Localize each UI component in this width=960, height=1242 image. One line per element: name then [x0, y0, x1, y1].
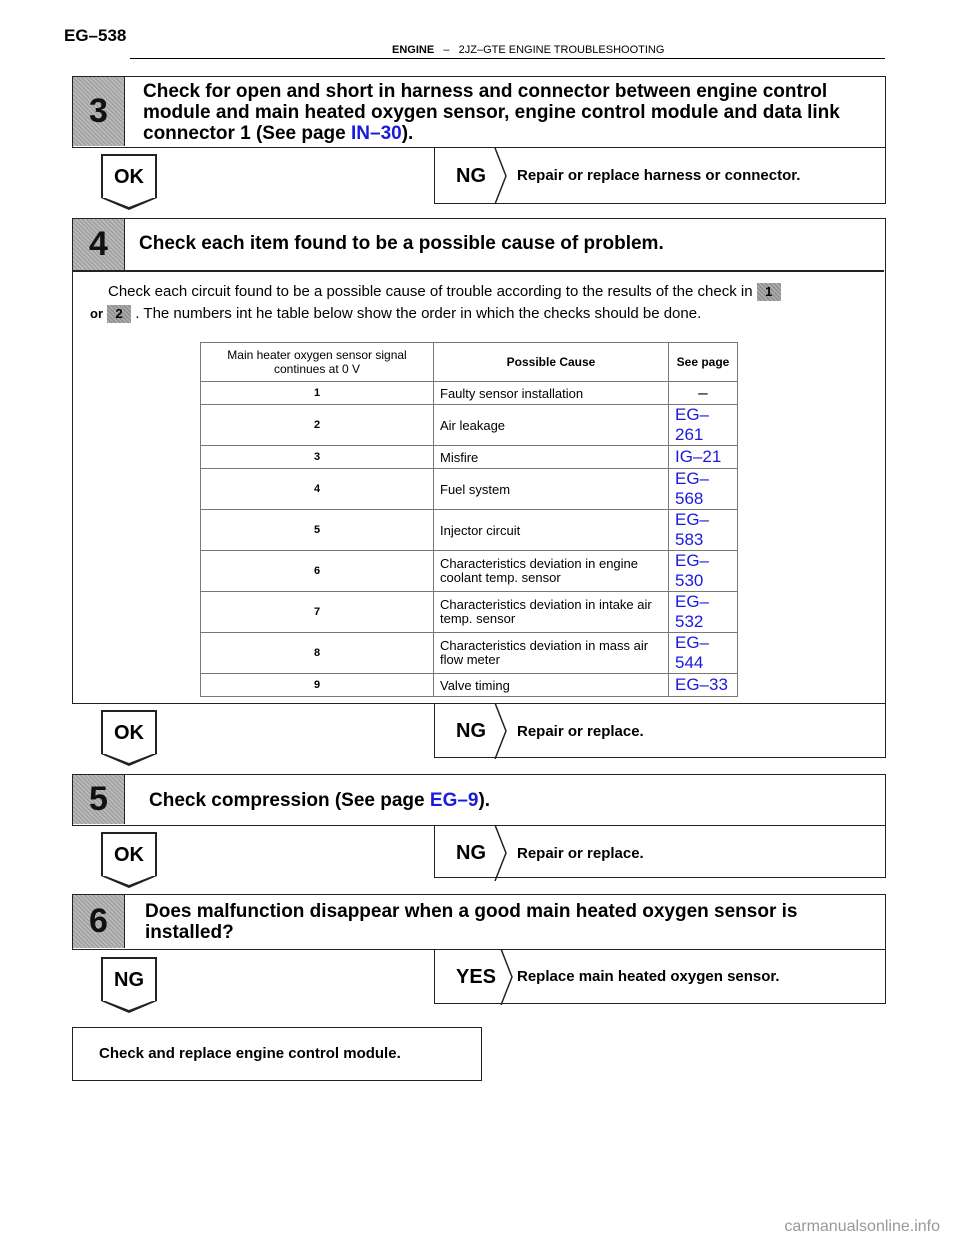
table-row: 7 Characteristics deviation in intake air temp. sensor EG–532 [201, 592, 738, 633]
step5-ng-action: Repair or replace. [517, 845, 644, 862]
step4-number: 4 [73, 219, 125, 270]
step5-title: Check compression (See page EG–9). [149, 790, 491, 811]
table-row: 6 Characteristics deviation in engine coolant temp. sensor EG–530 [201, 551, 738, 592]
chevron-right-icon [494, 703, 508, 759]
step-ref-1: 1 [757, 283, 781, 301]
table-row: 4 Fuel system EG–568 [201, 469, 738, 510]
table-row: 5 Injector circuit EG–583 [201, 510, 738, 551]
chevron-right-icon [494, 148, 508, 204]
header-dash: – [443, 44, 450, 56]
step6-ng-button[interactable]: NG [101, 957, 157, 1001]
col-header-signal: Main heater oxygen sensor signal continues at 0 V [201, 343, 434, 382]
page-link[interactable]: IG–21 [669, 446, 738, 469]
final-action-box [72, 1027, 482, 1081]
step3-ng-label: NG [456, 164, 486, 187]
step6-yes-label: YES [456, 965, 497, 988]
chevron-right-icon [494, 825, 508, 881]
divider [73, 270, 884, 272]
step6-box [72, 894, 886, 950]
step4-ng-label: NG [456, 719, 486, 742]
page-link[interactable]: EG–33 [669, 674, 738, 697]
table-row: 9 Valve timing EG–33 [201, 674, 738, 697]
step3-number: 3 [73, 77, 125, 146]
step3-ng-action: Repair or replace harness or connector. [517, 167, 801, 184]
header-section: ENGINE [392, 44, 435, 56]
step-ref-2: 2 [107, 305, 131, 323]
step6-yes-action: Replace main heated oxygen sensor. [517, 968, 780, 985]
step5-box [72, 774, 886, 826]
col-header-page: See page [669, 343, 738, 382]
step6-title: Does malfunction disappear when a good main heated oxygen sensor is installed? [145, 901, 798, 943]
possible-cause-table [200, 342, 738, 697]
header-subtitle: 2JZ–GTE ENGINE TROUBLESHOOTING [458, 44, 665, 56]
col-header-cause: Possible Cause [434, 343, 669, 382]
step5-ok-button[interactable]: OK [101, 832, 157, 876]
table-row: 2 Air leakage EG–261 [201, 405, 738, 446]
table-row: 1 Faulty sensor installation – [201, 382, 738, 405]
final-action: Check and replace engine control module. [99, 1045, 401, 1062]
header-rule [130, 58, 885, 59]
page-link[interactable]: EG–532 [669, 592, 738, 633]
step3-title: Check for open and short in harness and connector between engine control module and main heated oxygen sensor, engine control module and data link connector 1 (See page IN–30). [143, 81, 840, 144]
step3-link[interactable]: IN–30 [351, 123, 402, 144]
page-number: EG–538 [64, 26, 127, 45]
watermark: carmanualsonline.info [784, 1218, 940, 1235]
page-header [392, 44, 664, 56]
step4-title: Check each item found to be a possible cause of problem. [139, 233, 664, 254]
chevron-right-icon [500, 949, 514, 1005]
step3-box [72, 76, 886, 148]
page-link[interactable]: EG–568 [669, 469, 738, 510]
page-link[interactable]: EG–261 [669, 405, 738, 446]
step6-number: 6 [73, 895, 125, 948]
step4-instructions: Check each circuit found to be a possible cause of trouble according to the results of the check in 1 or 2 . The numbers int he table below show the order in which the checks should be done. [90, 281, 880, 325]
step5-link[interactable]: EG–9 [429, 790, 479, 811]
step5-number: 5 [73, 775, 125, 824]
page-link[interactable]: EG–583 [669, 510, 738, 551]
step4-ok-button[interactable]: OK [101, 710, 157, 754]
page-link[interactable]: EG–530 [669, 551, 738, 592]
step5-ng-label: NG [456, 841, 486, 864]
step4-ng-action: Repair or replace. [517, 723, 644, 740]
step3-ok-button[interactable]: OK [101, 154, 157, 198]
table-row: 8 Characteristics deviation in mass air flow meter EG–544 [201, 633, 738, 674]
table-row: 3 Misfire IG–21 [201, 446, 738, 469]
page-link[interactable]: EG–544 [669, 633, 738, 674]
